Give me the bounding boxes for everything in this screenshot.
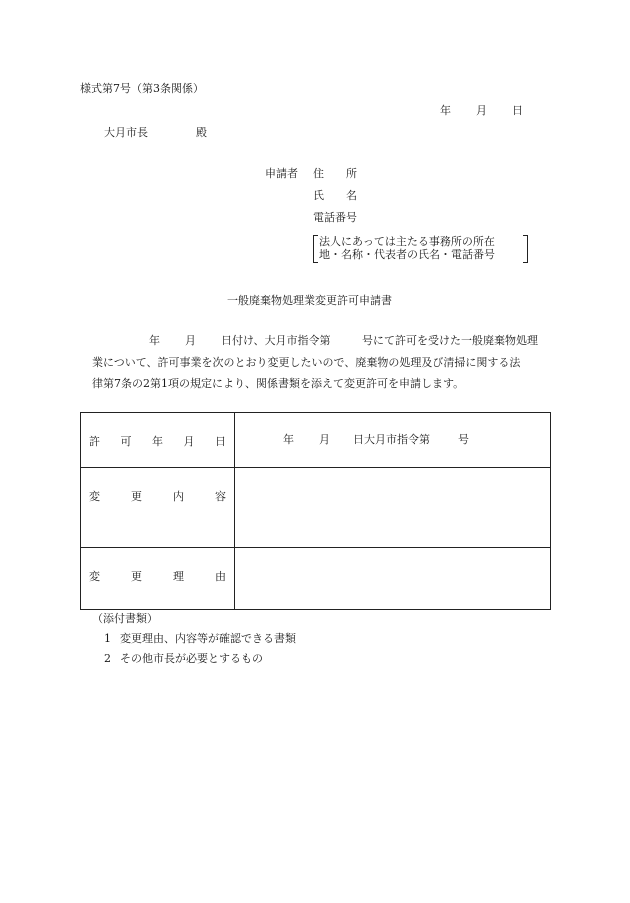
change-reason-label (89, 568, 226, 584)
change-reason-label-cell (81, 548, 235, 610)
body-line1-text: 日付け、大月市指令第 (221, 334, 331, 347)
label-char: 日 (215, 435, 226, 448)
label-char: 由 (215, 570, 226, 583)
table-row-change-content (81, 468, 551, 548)
applicant-label: 申請者 (265, 167, 298, 180)
change-reason-value-cell[interactable] (235, 548, 551, 610)
label-char: 月 (183, 435, 195, 448)
label-char: 内 (173, 490, 184, 503)
label-char: 変 (89, 490, 100, 503)
corporate-note-line2: 地・名称・代表者の氏名・電話番号 (319, 248, 495, 261)
label-char: 年 (152, 435, 163, 448)
label-char: 容 (215, 490, 226, 503)
applicant-phone-label: 電話番号 (313, 211, 357, 224)
corporate-note-line1: 法人にあっては主たる事務所の所在 (319, 235, 495, 248)
permit-date-label (89, 433, 226, 449)
label-char: 変 (89, 570, 100, 583)
body-line2: 業について、許可事業を次のとおり変更したいので、廃棄物の処理及び清掃に関する法 (92, 356, 521, 369)
label-char: 許 (89, 435, 100, 448)
date-year-label: 年 (440, 104, 451, 117)
addressee-honorific: 殿 (196, 126, 207, 139)
addressee-name: 大月市長 (104, 126, 148, 139)
application-table (80, 412, 551, 610)
date-day-label: 日 (512, 104, 523, 117)
change-content-label (89, 488, 226, 504)
attachment-item-number: 1 (104, 632, 111, 645)
applicant-name-label: 氏 名 (313, 189, 357, 202)
permit-year-label: 年 (283, 433, 294, 446)
change-content-value-cell[interactable] (235, 468, 551, 548)
attachments-heading: （添付書類） (92, 612, 158, 625)
label-char: 可 (120, 435, 132, 448)
body-line1-month: 月 (185, 334, 196, 347)
label-char: 更 (131, 490, 142, 503)
table-row-change-reason (81, 548, 551, 610)
label-char: 理 (173, 570, 184, 583)
attachment-item-text: その他市長が必要とするもの (120, 652, 263, 665)
permit-date-label-cell (81, 413, 235, 468)
permit-number-label: 号 (458, 433, 469, 446)
permit-date-value-cell[interactable] (235, 413, 551, 468)
body-line3: 律第7条の2第1項の規定により、関係書類を添えて変更許可を申請します。 (92, 377, 465, 390)
bracket-right (523, 235, 528, 263)
change-content-label-cell (81, 468, 235, 548)
date-month-label: 月 (476, 104, 487, 117)
table-row-permit-date (81, 413, 551, 468)
attachment-item-number: 2 (104, 652, 111, 665)
body-line1-year: 年 (149, 334, 160, 347)
body-line1-rest: 号にて許可を受けた一般廃棄物処理 (362, 334, 538, 347)
document-title: 一般廃棄物処理業変更許可申請書 (227, 294, 392, 307)
bracket-left (313, 235, 318, 263)
permit-directive-label: 日大月市指令第 (353, 433, 430, 446)
attachment-item-text: 変更理由、内容等が確認できる書類 (120, 632, 296, 645)
applicant-address-label: 住 所 (313, 167, 357, 180)
label-char: 更 (131, 570, 142, 583)
corporate-note (313, 235, 528, 265)
permit-month-label: 月 (319, 433, 330, 446)
form-number: 様式第7号（第3条関係） (80, 82, 204, 95)
